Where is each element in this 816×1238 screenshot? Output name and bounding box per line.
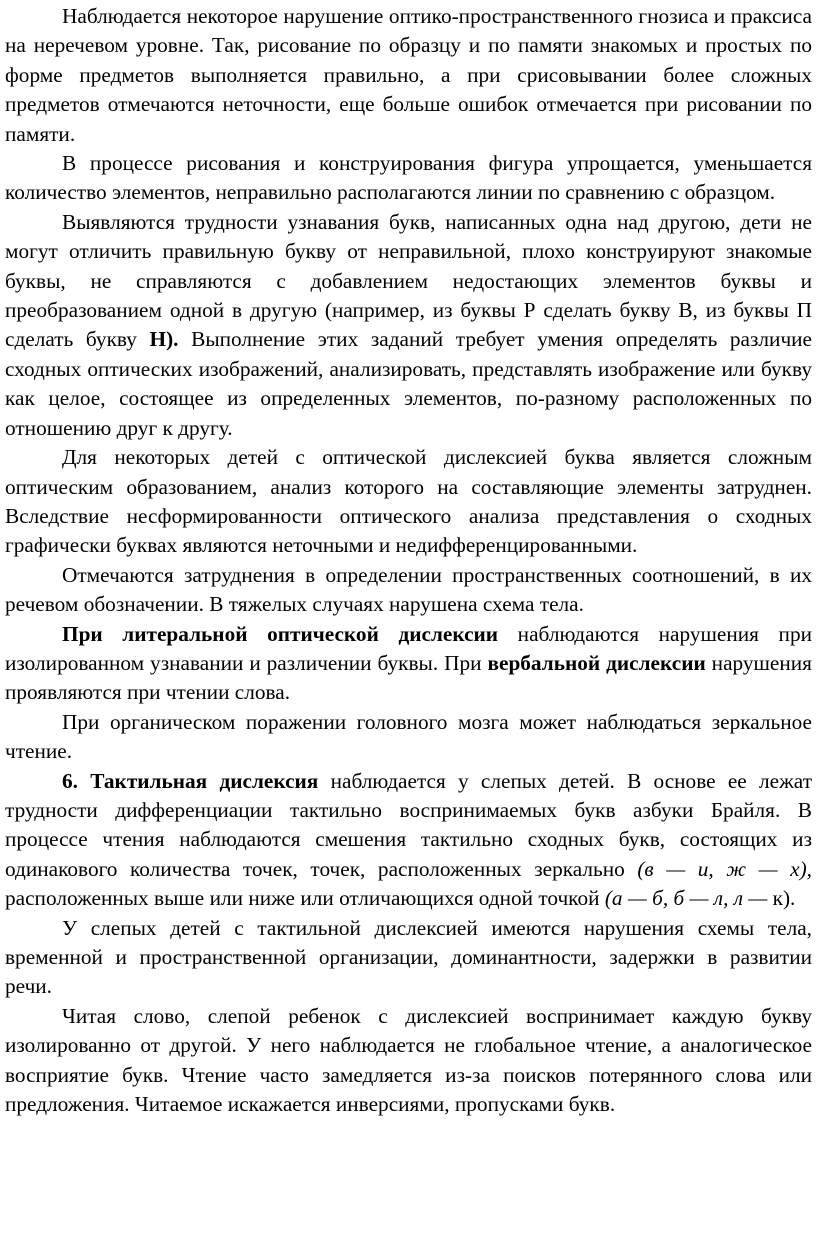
paragraph-text: Выявляются трудности узнавания букв, написанных одна над другою, дети не могут отличить правильную букву от неправильной, плохо конструируют знакомые буквы, не справляются с добавлением недостающих элементов буквы и преобразованием одной в другую (например, из буквы Р сделать букву В, из буквы П сделать букву bbox=[5, 209, 812, 352]
paragraph-text: У слепых детей с тактильной дислексией имеются нарушения схемы тела, временной и пространственной организации, доминантности, задержки в развитии речи. bbox=[5, 915, 812, 999]
paragraph-literal-verbal bbox=[5, 620, 812, 708]
paragraph-optical-gnosis bbox=[5, 2, 812, 149]
paragraph-text: Читая слово, слепой ребенок с дислексией воспринимает каждую букву изолированно от другой. У него наблюдается не глобальное чтение, а аналогическое восприятие букв. Чтение часто замедляется из-за поисков потерянного слова или предложения. Читаемое искажается инверсиями, пропусками букв. bbox=[5, 1003, 812, 1117]
paragraph-text: расположенных выше или ниже или отличающихся одной точкой bbox=[5, 886, 605, 911]
bold-term-verbal: вербальной дислексии bbox=[487, 650, 706, 675]
paragraph-text: Выполнение этих заданий требует умения определять различие сходных оптических изображений, анализировать, представлять изображение или букву как целое, состоящее из определенных элементов, по-разному расположенных по отношению друг к другу. bbox=[5, 327, 813, 440]
paragraph-letter-recognition bbox=[5, 208, 812, 443]
paragraph-tactile-dyslexia bbox=[5, 767, 812, 914]
bold-letter: Н). bbox=[149, 327, 179, 352]
paragraph-optical-dyslexia bbox=[5, 443, 812, 561]
paragraph-reading-process bbox=[5, 1002, 812, 1120]
paragraph-text: Наблюдается некоторое нарушение оптико-пространственного гнозиса и праксиса на неречевом уровне. Так, рисование по образцу и по памяти знакомых и простых по форме предметов выполняется правильно, а при срисовывании более сложных предметов отмечаются неточности, еще больше ошибок отмечается при рисовании по памяти. bbox=[5, 4, 812, 146]
paragraph-drawing bbox=[5, 149, 812, 208]
italic-example: (в — и, ж — х), bbox=[637, 856, 812, 881]
paragraph-text: наблюдаются нарушения при изолированном узнавании и различении буквы. При bbox=[5, 621, 812, 675]
paragraph-mirror-reading bbox=[5, 708, 812, 767]
paragraph-text: нарушения проявляются при чтении слова. bbox=[5, 650, 812, 705]
paragraph-text: Для некоторых детей с оптической дислексией буква является сложным оптическим образованием, анализ которого на составляющие элементы затруднен. Вследствие несформированности оптического анализа представления о сходных графически буквах являются неточными и недифференцированными. bbox=[5, 445, 812, 558]
paragraph-text: При органическом поражении головного мозга может наблюдаться зеркальное чтение. bbox=[5, 709, 812, 764]
italic-example: (а — б, б — л, л — bbox=[604, 886, 768, 911]
paragraph-text: В процессе рисования и конструирования фигура упрощается, уменьшается количество элементов, неправильно располагаются линии по сравнению с образцом. bbox=[5, 151, 812, 205]
bold-term-literal: При литеральной оптической дислексии bbox=[62, 621, 499, 646]
paragraph-spatial bbox=[5, 561, 812, 620]
paragraph-text: к). bbox=[767, 886, 796, 911]
paragraph-blind-children bbox=[5, 914, 812, 1002]
paragraph-text: Отмечаются затруднения в определении пространственных соотношений, в их речевом обозначении. В тяжелых случаях нарушена схема тела. bbox=[5, 562, 812, 617]
section-heading-tactile: 6. Тактильная дислексия bbox=[62, 768, 319, 793]
paragraph-text: наблюдается у слепых детей. В основе ее лежат трудности дифференциации тактильно воспринимаемых букв азбуки Брайля. В процессе чтения наблюдаются смешения тактильно сходных букв, состоящих из одинакового количества точек, точек, расположенных зеркально bbox=[5, 768, 812, 881]
